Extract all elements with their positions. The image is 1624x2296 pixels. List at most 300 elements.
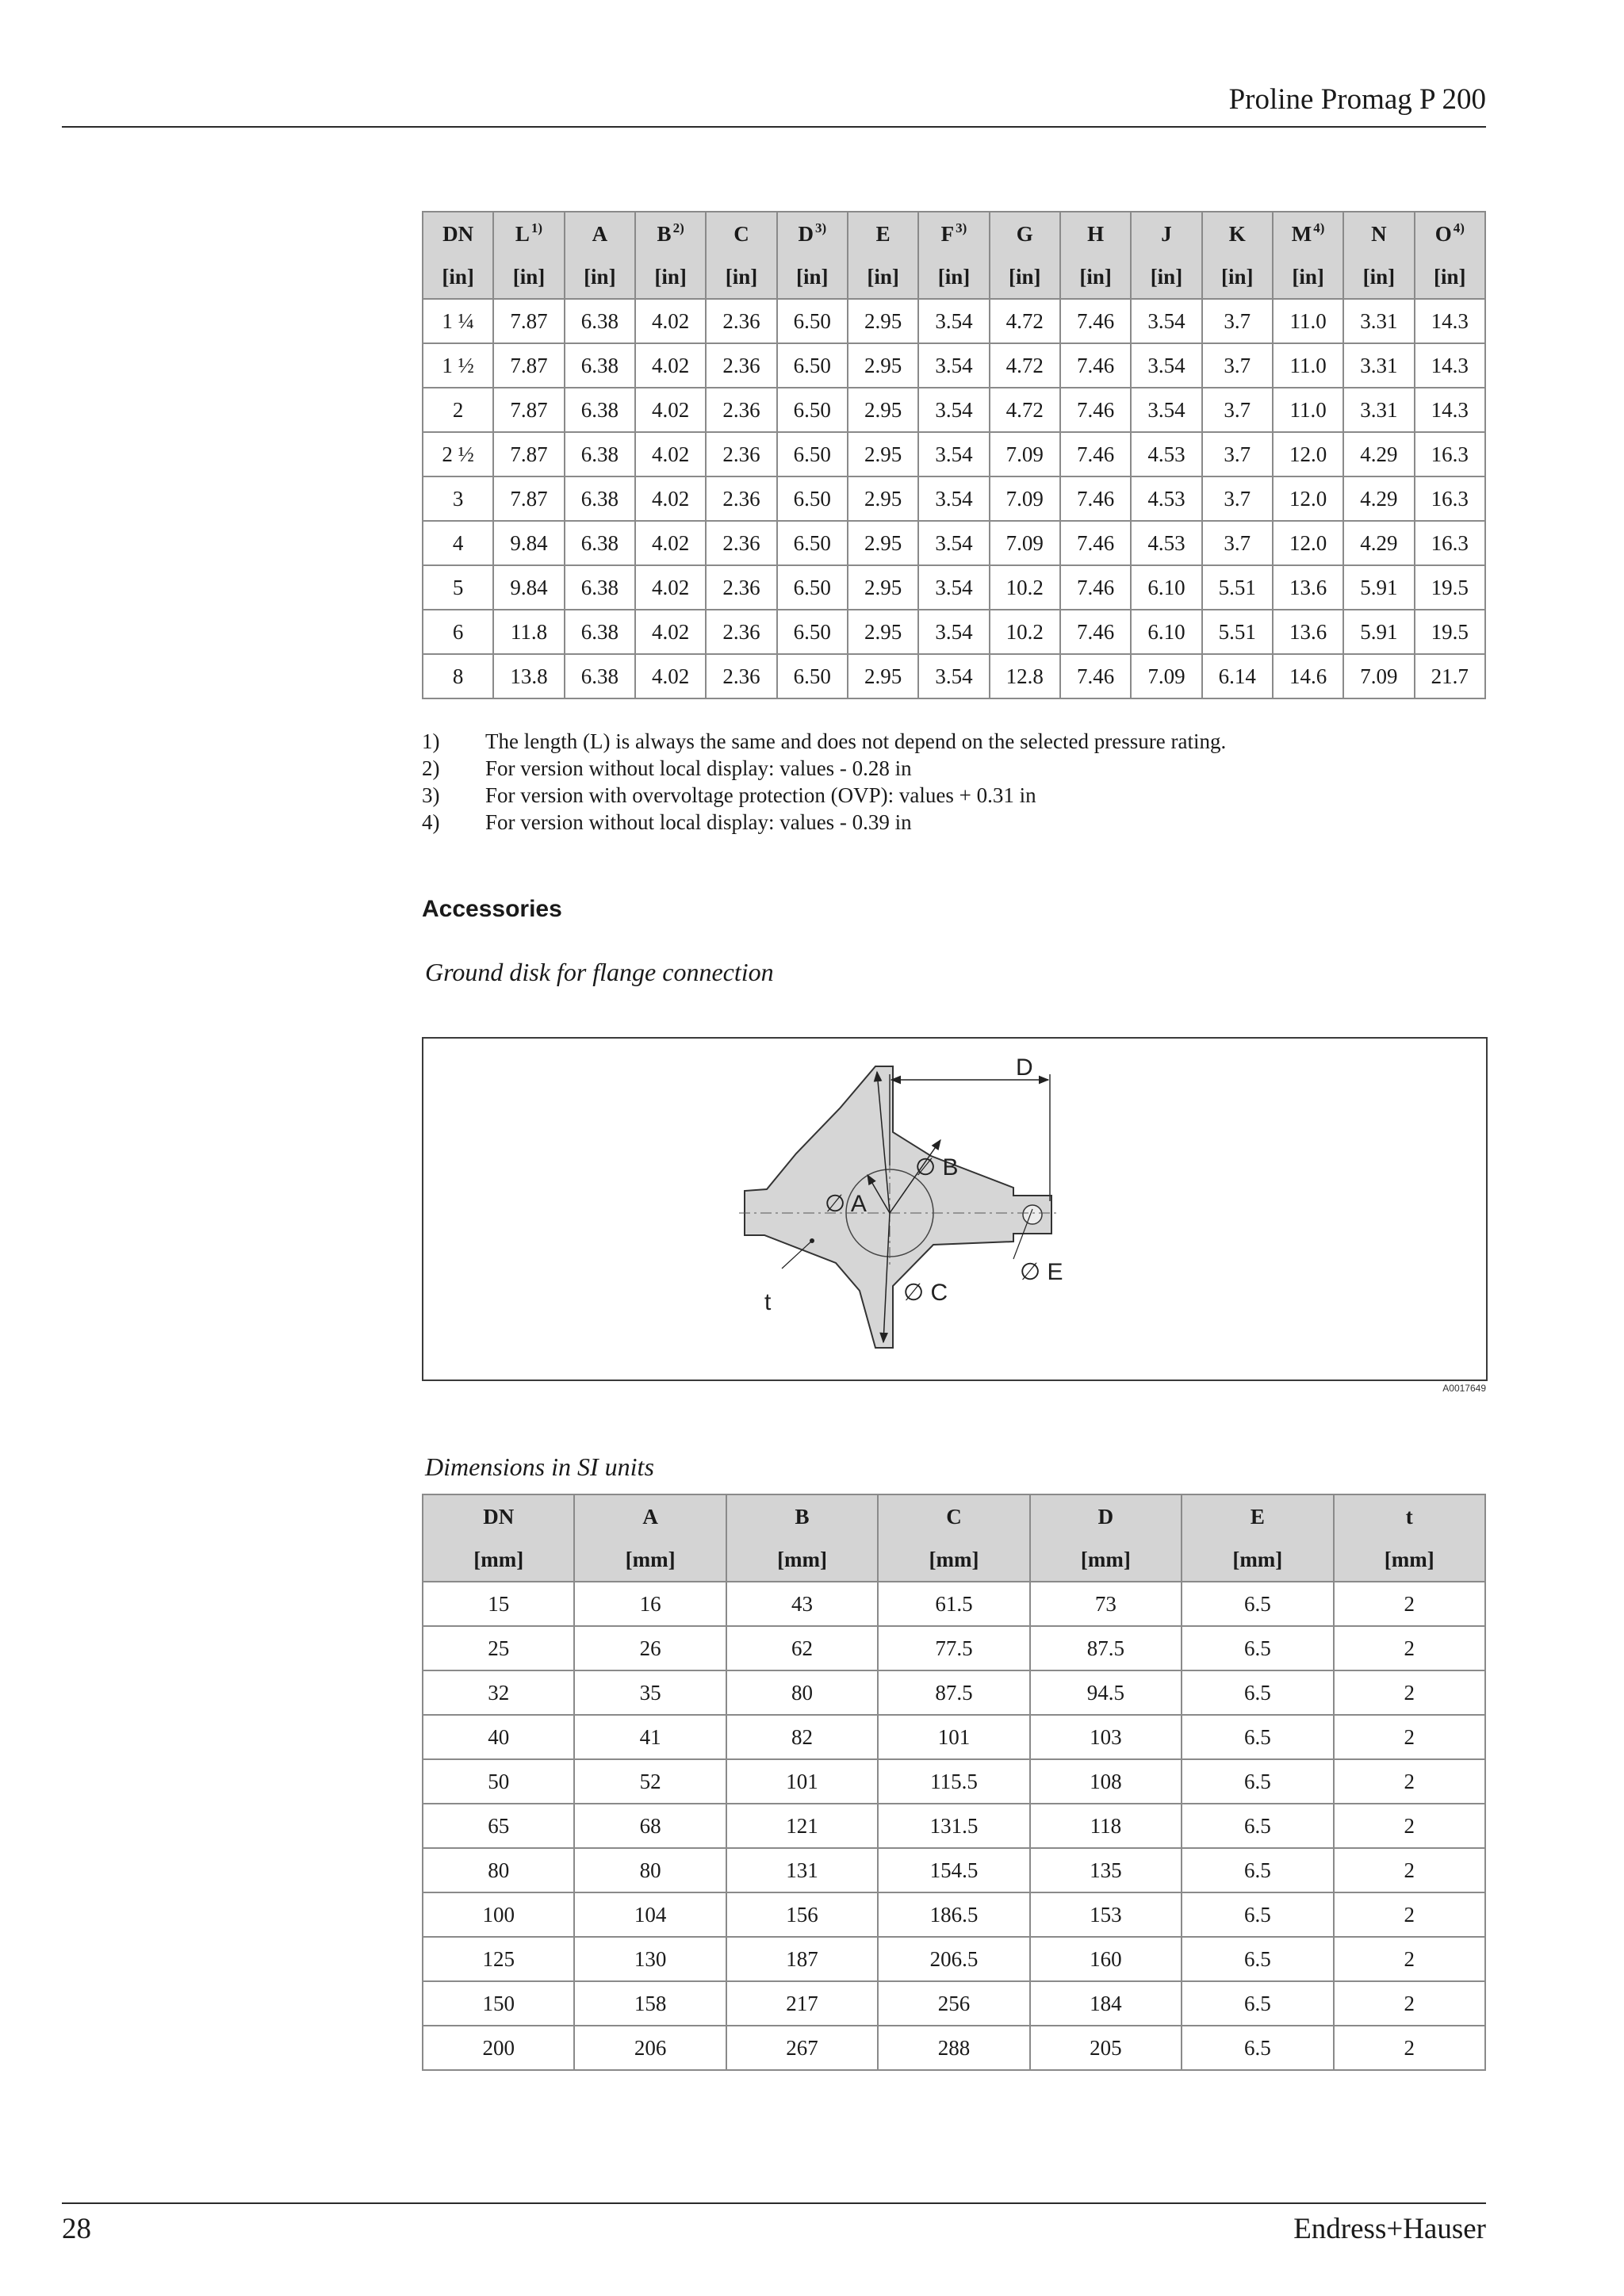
column-header-label: D (798, 221, 814, 246)
table-cell: 6.5 (1182, 2026, 1333, 2070)
table-cell: 156 (726, 1892, 878, 1937)
table-cell: 131.5 (878, 1804, 1029, 1848)
figure-label-e: ∅ E (1020, 1259, 1063, 1285)
table-cell: 6.50 (777, 521, 848, 565)
table-cell: 2 (1334, 2026, 1485, 2070)
column-header-label: F (940, 221, 955, 246)
table-cell: 187 (726, 1937, 878, 1981)
table-row (423, 2026, 1485, 2070)
footnote-ref: 3) (956, 220, 967, 235)
table-cell: 3.7 (1202, 521, 1273, 565)
footnote-ref: 1) (530, 220, 543, 235)
table-cell: 131 (726, 1848, 878, 1892)
table-cell: 3 (423, 476, 493, 521)
table-cell: 4.53 (1131, 521, 1201, 565)
table-cell: 3.7 (1202, 388, 1273, 432)
table-row (423, 343, 1485, 388)
table-cell: 68 (574, 1804, 726, 1848)
table-cell: 2 (1334, 1848, 1485, 1892)
table-cell: 6.38 (565, 565, 635, 610)
table-cell: 62 (726, 1626, 878, 1670)
table-cell: 2 ½ (423, 432, 493, 476)
column-header: A (574, 1494, 726, 1538)
table-cell: 2.95 (848, 565, 918, 610)
column-header (1131, 212, 1201, 255)
table-cell: 7.46 (1060, 476, 1131, 521)
table-cell: 3.54 (1131, 299, 1201, 343)
table-cell: 2.95 (848, 388, 918, 432)
column-unit: [mm] (1334, 1538, 1485, 1582)
table-cell: 12.0 (1273, 476, 1343, 521)
table-cell: 7.87 (493, 432, 564, 476)
table-cell: 65 (423, 1804, 574, 1848)
table-cell: 6.50 (777, 565, 848, 610)
table-cell: 108 (1030, 1759, 1182, 1804)
footnote-number: 2) (422, 756, 440, 780)
table-cell: 87.5 (1030, 1626, 1182, 1670)
table-cell: 184 (1030, 1981, 1182, 2026)
table-cell: 2.95 (848, 476, 918, 521)
table-cell: 154.5 (878, 1848, 1029, 1892)
column-unit: [in] (1060, 255, 1131, 299)
table-cell: 267 (726, 2026, 878, 2070)
column-unit: [in] (848, 255, 918, 299)
table-cell: 2 (1334, 1582, 1485, 1626)
table-cell: 15 (423, 1582, 574, 1626)
footer-brand: Endress+Hauser (1293, 2213, 1486, 2245)
table-cell: 7.09 (990, 476, 1060, 521)
table-cell: 2.95 (848, 654, 918, 698)
table-cell: 4.72 (990, 299, 1060, 343)
footnote (422, 782, 1226, 809)
table-cell: 3.54 (918, 654, 989, 698)
column-header-label: C (733, 221, 749, 246)
column-unit: [in] (1131, 255, 1201, 299)
table-cell: 2.36 (706, 476, 776, 521)
table-cell: 103 (1030, 1715, 1182, 1759)
table-cell: 7.46 (1060, 565, 1131, 610)
column-header-label: N (1371, 221, 1387, 246)
table-cell: 7.46 (1060, 654, 1131, 698)
table-cell: 100 (423, 1892, 574, 1937)
table-cell: 3.54 (1131, 343, 1201, 388)
table-cell: 4.72 (990, 343, 1060, 388)
column-header-label: B (657, 221, 672, 246)
table-cell: 2 (1334, 1937, 1485, 1981)
table-cell: 6.38 (565, 343, 635, 388)
table-cell: 7.09 (1343, 654, 1414, 698)
figure-label-a: ∅ A (825, 1191, 867, 1217)
table-cell: 87.5 (878, 1670, 1029, 1715)
table-cell: 200 (423, 2026, 574, 2070)
table-cell: 14.3 (1415, 343, 1485, 388)
footnote-number: 3) (422, 783, 440, 807)
table-cell: 7.09 (1131, 654, 1201, 698)
table-cell: 104 (574, 1892, 726, 1937)
table-cell: 3.54 (918, 388, 989, 432)
table-cell: 158 (574, 1981, 726, 2026)
header-rule (62, 126, 1486, 128)
column-header (1343, 212, 1414, 255)
table-row (423, 432, 1485, 476)
table-cell: 6.38 (565, 476, 635, 521)
table-cell: 6.38 (565, 299, 635, 343)
footnote-number: 1) (422, 729, 440, 753)
table-cell: 130 (574, 1937, 726, 1981)
table-cell: 14.3 (1415, 388, 1485, 432)
footnote-ref: 2) (672, 220, 684, 235)
footnote (422, 728, 1226, 755)
table-cell: 3.54 (1131, 388, 1201, 432)
table-cell: 61.5 (878, 1582, 1029, 1626)
table-row (423, 565, 1485, 610)
table-cell: 43 (726, 1582, 878, 1626)
table-row (423, 1759, 1485, 1804)
table-cell: 12.0 (1273, 521, 1343, 565)
table-row (423, 388, 1485, 432)
column-header (1202, 212, 1273, 255)
section-heading-accessories: Accessories (422, 896, 562, 922)
table-cell: 206.5 (878, 1937, 1029, 1981)
table-cell: 2 (1334, 1804, 1485, 1848)
column-unit: [mm] (423, 1538, 574, 1582)
table-cell: 5.91 (1343, 565, 1414, 610)
dimensions-table-inch (422, 211, 1486, 699)
column-header (1273, 212, 1343, 255)
table-cell: 94.5 (1030, 1670, 1182, 1715)
table-cell: 16.3 (1415, 476, 1485, 521)
table-cell: 7.46 (1060, 432, 1131, 476)
table-cell: 3.54 (918, 610, 989, 654)
table-cell: 4.02 (635, 299, 706, 343)
table-cell: 2 (1334, 1626, 1485, 1670)
column-header: B (726, 1494, 878, 1538)
table-row (423, 654, 1485, 698)
table-cell: 2 (1334, 1715, 1485, 1759)
table-cell: 16.3 (1415, 432, 1485, 476)
table-row (423, 610, 1485, 654)
table-cell: 2.36 (706, 388, 776, 432)
table-cell: 3.7 (1202, 476, 1273, 521)
footnote (422, 809, 1226, 836)
footnote-text: For version without local display: values - 0.28 in (485, 756, 912, 780)
column-header (565, 212, 635, 255)
table-cell: 125 (423, 1937, 574, 1981)
table-cell: 4.72 (990, 388, 1060, 432)
table-cell: 4.29 (1343, 432, 1414, 476)
table-cell: 2.36 (706, 654, 776, 698)
table-row (423, 299, 1485, 343)
table-cell: 3.54 (918, 521, 989, 565)
table-cell: 4.29 (1343, 476, 1414, 521)
table-cell: 32 (423, 1670, 574, 1715)
table-cell: 6.38 (565, 654, 635, 698)
table-cell: 4.02 (635, 476, 706, 521)
table-cell: 4.29 (1343, 521, 1414, 565)
table-cell: 25 (423, 1626, 574, 1670)
table-cell: 4.02 (635, 565, 706, 610)
table-cell: 80 (423, 1848, 574, 1892)
table-cell: 4.02 (635, 654, 706, 698)
column-unit: [in] (423, 255, 493, 299)
table-cell: 4.02 (635, 432, 706, 476)
column-unit: [in] (777, 255, 848, 299)
table-cell: 7.46 (1060, 343, 1131, 388)
table-cell: 2 (1334, 1759, 1485, 1804)
column-header: t (1334, 1494, 1485, 1538)
table-cell: 2.95 (848, 299, 918, 343)
column-header-label: E (875, 221, 891, 246)
table-cell: 3.7 (1202, 432, 1273, 476)
column-unit: [mm] (1030, 1538, 1182, 1582)
footnote-ref: 3) (814, 220, 827, 235)
column-unit: [in] (493, 255, 564, 299)
column-unit: [in] (1343, 255, 1414, 299)
table-cell: 77.5 (878, 1626, 1029, 1670)
table-cell: 4.02 (635, 343, 706, 388)
ground-disk-dimensions-table-si (422, 1494, 1486, 2071)
footnote-number: 4) (422, 810, 440, 834)
table-cell: 11.0 (1273, 343, 1343, 388)
table-cell: 13.6 (1273, 565, 1343, 610)
table-cell: 6.5 (1182, 1981, 1333, 2026)
table-cell: 2.36 (706, 343, 776, 388)
table-cell: 153 (1030, 1892, 1182, 1937)
table-cell: 3.54 (918, 565, 989, 610)
table-row (423, 1892, 1485, 1937)
table-cell: 150 (423, 1981, 574, 2026)
si-units-subheading: Dimensions in SI units (425, 1452, 654, 1481)
table-cell: 3.31 (1343, 343, 1414, 388)
column-header-label: L (515, 221, 530, 246)
table-cell: 3.54 (918, 299, 989, 343)
ground-disk-svg (423, 1039, 1486, 1380)
table-cell: 6.38 (565, 521, 635, 565)
table-cell: 8 (423, 654, 493, 698)
column-unit: [in] (706, 255, 776, 299)
table-cell: 7.09 (990, 432, 1060, 476)
column-unit: [in] (565, 255, 635, 299)
column-header: D (1030, 1494, 1182, 1538)
table-cell: 4.02 (635, 610, 706, 654)
table-cell: 3.54 (918, 432, 989, 476)
table-cell: 82 (726, 1715, 878, 1759)
table-cell: 4 (423, 521, 493, 565)
table-row (423, 1715, 1485, 1759)
table-cell: 40 (423, 1715, 574, 1759)
table-cell: 6.50 (777, 343, 848, 388)
column-unit: [mm] (878, 1538, 1029, 1582)
table-cell: 205 (1030, 2026, 1182, 2070)
column-unit: [in] (635, 255, 706, 299)
table-cell: 6.5 (1182, 1937, 1333, 1981)
figure-label-c: ∅ C (903, 1280, 948, 1306)
table-cell: 121 (726, 1804, 878, 1848)
table-cell: 3.31 (1343, 388, 1414, 432)
table-cell: 13.6 (1273, 610, 1343, 654)
table-row (423, 1848, 1485, 1892)
table-cell: 6.50 (777, 432, 848, 476)
table-cell: 2 (423, 388, 493, 432)
footnote-text: For version with overvoltage protection (OVP): values + 0.31 in (485, 783, 1036, 807)
table-cell: 6.50 (777, 654, 848, 698)
table-cell: 6.14 (1202, 654, 1273, 698)
table-cell: 5.91 (1343, 610, 1414, 654)
table-cell: 256 (878, 1981, 1029, 2026)
table-cell: 2.95 (848, 432, 918, 476)
table-cell: 7.87 (493, 388, 564, 432)
column-header (635, 212, 706, 255)
table-row (423, 476, 1485, 521)
table-row (423, 1937, 1485, 1981)
table-cell: 80 (574, 1848, 726, 1892)
table-cell: 101 (878, 1715, 1029, 1759)
table-cell: 80 (726, 1670, 878, 1715)
table-cell: 41 (574, 1715, 726, 1759)
table-cell: 13.8 (493, 654, 564, 698)
table-cell: 10.2 (990, 610, 1060, 654)
table-cell: 5.51 (1202, 565, 1273, 610)
column-header-label: K (1228, 221, 1246, 246)
table-cell: 115.5 (878, 1759, 1029, 1804)
table-cell: 6.38 (565, 432, 635, 476)
table-cell: 14.3 (1415, 299, 1485, 343)
footnote (422, 755, 1226, 782)
table-row (423, 1582, 1485, 1626)
column-header-label: DN (442, 221, 474, 246)
table-cell: 4.02 (635, 388, 706, 432)
table-cell: 5 (423, 565, 493, 610)
table-cell: 2.95 (848, 521, 918, 565)
table-cell: 9.84 (493, 565, 564, 610)
column-header-label: O (1434, 221, 1452, 246)
table-cell: 2.36 (706, 299, 776, 343)
table-cell: 1 ¼ (423, 299, 493, 343)
table-cell: 16.3 (1415, 521, 1485, 565)
column-header (493, 212, 564, 255)
table-cell: 3.7 (1202, 343, 1273, 388)
table-cell: 19.5 (1415, 565, 1485, 610)
column-header: C (878, 1494, 1029, 1538)
column-header (918, 212, 989, 255)
table-cell: 6.50 (777, 388, 848, 432)
table-cell: 2.95 (848, 343, 918, 388)
table-cell: 3.7 (1202, 299, 1273, 343)
column-unit: [mm] (726, 1538, 878, 1582)
figure-label-d: D (1016, 1054, 1033, 1081)
table-cell: 3.54 (918, 476, 989, 521)
table-cell: 2.36 (706, 521, 776, 565)
column-header (848, 212, 918, 255)
table-cell: 7.46 (1060, 610, 1131, 654)
column-header (777, 212, 848, 255)
table-cell: 160 (1030, 1937, 1182, 1981)
table-cell: 6.50 (777, 610, 848, 654)
table-cell: 2 (1334, 1981, 1485, 2026)
table-cell: 11.8 (493, 610, 564, 654)
table-cell: 21.7 (1415, 654, 1485, 698)
table-cell: 7.87 (493, 299, 564, 343)
table-cell: 4.53 (1131, 432, 1201, 476)
table-cell: 6.50 (777, 299, 848, 343)
table-cell: 6.5 (1182, 1715, 1333, 1759)
column-unit: [mm] (574, 1538, 726, 1582)
table-cell: 2.95 (848, 610, 918, 654)
table-cell: 4.02 (635, 521, 706, 565)
table-cell: 9.84 (493, 521, 564, 565)
table-cell: 7.46 (1060, 388, 1131, 432)
table-cell: 3.31 (1343, 299, 1414, 343)
ground-disk-outline (745, 1066, 1051, 1348)
leader-dot-t (810, 1238, 814, 1243)
table-cell: 6.38 (565, 388, 635, 432)
table-cell: 7.09 (990, 521, 1060, 565)
footnote-ref: 4) (1313, 220, 1325, 235)
table-cell: 6.5 (1182, 1670, 1333, 1715)
figure-label-b: ∅ B (915, 1154, 959, 1181)
column-header: E (1182, 1494, 1333, 1538)
table-cell: 6.5 (1182, 1759, 1333, 1804)
table-cell: 1 ½ (423, 343, 493, 388)
footnote-ref: 4) (1453, 220, 1465, 235)
table-row (423, 1670, 1485, 1715)
column-unit: [in] (1273, 255, 1343, 299)
ground-disk-subheading: Ground disk for flange connection (425, 958, 774, 986)
table-cell: 26 (574, 1626, 726, 1670)
column-unit: [in] (918, 255, 989, 299)
table-cell: 6.5 (1182, 1626, 1333, 1670)
table-cell: 52 (574, 1759, 726, 1804)
table-cell: 4.53 (1131, 476, 1201, 521)
column-header-label: M (1291, 221, 1312, 246)
table-cell: 6.5 (1182, 1892, 1333, 1937)
column-header (1415, 212, 1485, 255)
table-cell: 2.36 (706, 432, 776, 476)
table-cell: 6.10 (1131, 565, 1201, 610)
footnotes (422, 728, 1226, 836)
table-cell: 2.36 (706, 610, 776, 654)
table-cell: 7.46 (1060, 299, 1131, 343)
table-row (423, 1626, 1485, 1670)
table-cell: 7.87 (493, 343, 564, 388)
footnote-text: The length (L) is always the same and does not depend on the selected pressure rating. (485, 729, 1227, 753)
table-cell: 10.2 (990, 565, 1060, 610)
column-header (1060, 212, 1131, 255)
table-cell: 135 (1030, 1848, 1182, 1892)
column-header (990, 212, 1060, 255)
table-cell: 6.50 (777, 476, 848, 521)
table-cell: 101 (726, 1759, 878, 1804)
column-header-label: H (1087, 221, 1105, 246)
table-cell: 6 (423, 610, 493, 654)
figure-label-t: t (764, 1289, 772, 1315)
table-cell: 73 (1030, 1582, 1182, 1626)
column-header-label: A (592, 221, 608, 246)
column-header (423, 212, 493, 255)
table-cell: 14.6 (1273, 654, 1343, 698)
table-row (423, 1981, 1485, 2026)
table-cell: 6.5 (1182, 1848, 1333, 1892)
ground-disk-drawing (422, 1037, 1488, 1381)
table-row (423, 521, 1485, 565)
table-cell: 35 (574, 1670, 726, 1715)
column-unit: [mm] (1182, 1538, 1333, 1582)
table-cell: 19.5 (1415, 610, 1485, 654)
table-cell: 11.0 (1273, 388, 1343, 432)
table-cell: 16 (574, 1582, 726, 1626)
column-unit: [in] (1202, 255, 1273, 299)
table-cell: 7.46 (1060, 521, 1131, 565)
